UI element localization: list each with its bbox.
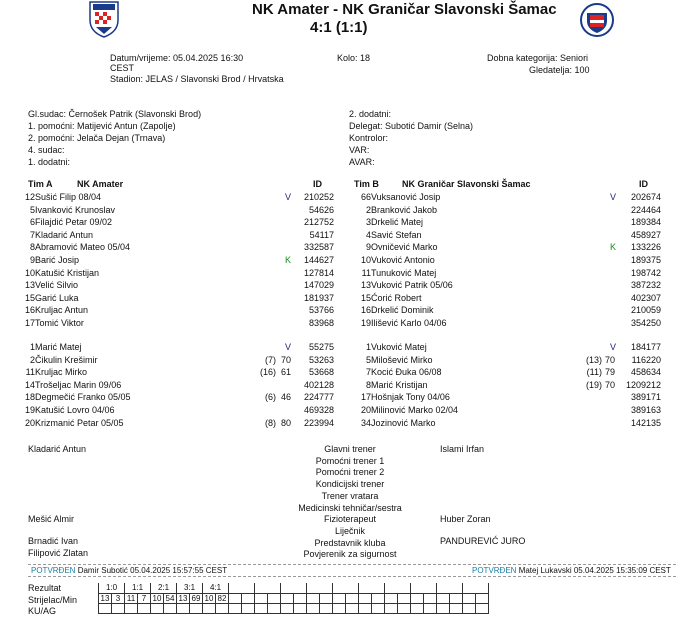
player-name: Ilišević Karlo 04/06 — [371, 318, 447, 328]
shirt-number: 16 — [24, 305, 35, 316]
ku-ag-cell — [281, 603, 294, 613]
player-name: Drkelić Matej — [371, 217, 424, 228]
player-id: 184177 — [630, 342, 661, 352]
player-id: 53263 — [308, 354, 334, 365]
player-id: 127814 — [303, 267, 334, 278]
scorer-cell — [411, 593, 424, 603]
match-datetime: Datum/vrijeme: 05.04.2025 16:30 — [110, 53, 244, 63]
player-id: 83968 — [308, 318, 334, 328]
shirt-number: 9 — [29, 255, 35, 265]
player-id: 133226 — [630, 242, 661, 253]
player-id: 223994 — [303, 417, 334, 428]
ku-ag-cell — [177, 603, 190, 613]
player-id: 469328 — [303, 405, 334, 415]
player-row — [0, 366, 696, 378]
result-row-label: Rezultat — [28, 583, 62, 593]
ku-ag-cell — [294, 603, 307, 613]
ku-ag-cell — [333, 603, 346, 613]
substitution-minute: 79 — [604, 367, 615, 378]
staff-role: Predstavnik kluba — [314, 537, 386, 548]
player-row — [0, 241, 696, 253]
scorer-cell: 13 — [177, 593, 190, 603]
player-name: Kocić Đuka 06/08 — [371, 367, 442, 378]
result-cell — [437, 583, 463, 593]
team-a-id-header: ID — [313, 179, 322, 189]
result-cell — [411, 583, 437, 593]
player-name: Garić Luka — [35, 292, 79, 303]
substitution-minute: 70 — [280, 354, 291, 365]
player-row — [0, 354, 696, 366]
player-name: Marić Matej — [35, 342, 82, 352]
shirt-number: 20 — [360, 405, 371, 415]
substitution-position: (8) — [265, 417, 276, 428]
ku-ag-cell — [307, 603, 320, 613]
player-row — [0, 304, 696, 316]
player-id: 210059 — [630, 305, 661, 316]
player-row — [0, 279, 696, 291]
confirmed-status: POTVRĐEN — [31, 566, 76, 575]
ku-ag-cell — [411, 603, 424, 613]
player-id: 53668 — [308, 367, 334, 378]
divider — [28, 564, 676, 565]
result-cell — [307, 583, 333, 593]
staff-role: Pomoćni trener 2 — [315, 467, 385, 478]
result-cell: 1:1 — [125, 583, 151, 593]
ku-ag-cell — [255, 603, 268, 613]
captain-badge: K — [284, 255, 291, 265]
scorer-cell — [437, 593, 450, 603]
player-row — [0, 417, 696, 429]
scorer-cell: 7 — [138, 593, 151, 603]
scorer-cell — [307, 593, 320, 603]
player-id: 147029 — [303, 280, 334, 291]
player-name: Barić Josip — [35, 255, 80, 265]
player-name: Vuksanović Josip — [371, 192, 441, 202]
player-row — [0, 254, 696, 266]
result-cell — [281, 583, 307, 593]
ku-ag-cell — [372, 603, 385, 613]
substitution-position: (11) — [586, 367, 602, 378]
shirt-number: 12 — [24, 192, 35, 202]
shirt-number: 1 — [29, 342, 35, 352]
result-cell — [229, 583, 255, 593]
official-line: 2. dodatni: — [349, 109, 392, 119]
player-name: Milošević Mirko — [371, 354, 433, 365]
scorer-row-label: Strijelac/Min — [28, 595, 78, 605]
player-id: 210252 — [303, 192, 334, 202]
substitution-minute: 70 — [604, 354, 615, 365]
player-name: Ivanković Krunoslav — [35, 204, 116, 215]
staff-role: Kondicijski trener — [315, 479, 385, 490]
goalkeeper-badge: V — [284, 342, 291, 352]
shirt-number: 6 — [29, 217, 35, 228]
ku-ag-cell — [463, 603, 476, 613]
player-id: 54626 — [308, 204, 334, 215]
player-id: 389171 — [630, 392, 661, 403]
result-cell: 1:0 — [99, 583, 125, 593]
shirt-number: 5 — [365, 354, 371, 365]
player-id: 189384 — [630, 217, 661, 228]
player-name: Katušić Lovro 04/06 — [35, 405, 115, 415]
player-id: 332587 — [303, 242, 334, 253]
player-name: Ovničević Marko — [371, 242, 438, 253]
player-id: 181937 — [303, 292, 334, 303]
ku-ag-cell — [359, 603, 372, 613]
player-name: Hošnjak Tony 04/06 — [371, 392, 450, 403]
scorer-cell — [320, 593, 333, 603]
team-b-confirmation — [472, 566, 671, 575]
player-name: Vuković Matej — [371, 342, 427, 352]
shirt-number: 15 — [360, 292, 371, 303]
ku-ag-cell — [125, 603, 138, 613]
staff-role: Trener vratara — [321, 490, 379, 501]
match-title: NK Amater - NK Graničar Slavonski Šamac — [252, 1, 557, 18]
scorer-cell — [450, 593, 463, 603]
player-name: Kruljac Antun — [35, 305, 89, 316]
player-name: Čikulin Krešimir — [35, 354, 98, 365]
team-b-head-coach: Islami Irfan — [440, 444, 485, 454]
shirt-number: 9 — [365, 242, 371, 253]
shirt-number: 11 — [361, 267, 371, 278]
match-stadium: Stadion: JELAS / Slavonski Brod / Hrvatska — [110, 74, 284, 84]
scorer-cell — [346, 593, 359, 603]
team-b-representative: PANDUREVIĆ JURO — [440, 536, 526, 546]
ku-ag-cell — [268, 603, 281, 613]
scorer-cell: 10 — [151, 593, 164, 603]
substitution-minute: 46 — [280, 392, 291, 403]
official-line: AVAR: — [349, 157, 375, 167]
scorer-cell — [268, 593, 281, 603]
player-name: Krizmanić Petar 05/05 — [35, 417, 124, 428]
shirt-number: 13 — [360, 280, 371, 291]
substitution-minute: 70 — [604, 379, 615, 390]
official-line: 4. sudac: — [28, 145, 65, 155]
staff-role: Povjerenik za sigurnost — [303, 549, 397, 560]
goalkeeper-badge: V — [609, 342, 616, 352]
ku-ag-cell — [437, 603, 450, 613]
player-row — [0, 292, 696, 304]
player-id: 402307 — [630, 292, 661, 303]
player-name: Kruljac Mirko — [35, 367, 88, 378]
shirt-number: 5 — [29, 204, 35, 215]
scorer-cell: 3 — [112, 593, 125, 603]
player-row — [0, 229, 696, 241]
shirt-number: 66 — [360, 192, 371, 202]
player-row — [0, 379, 696, 391]
player-name: Marić Kristijan — [371, 379, 428, 390]
spectators: Gledatelja: 100 — [529, 65, 590, 75]
player-id: 387232 — [630, 280, 661, 291]
ku-ag-cell — [346, 603, 359, 613]
player-name: Sušić Filip 08/04 — [35, 192, 102, 202]
ku-ag-cell — [320, 603, 333, 613]
ku-ag-cell — [476, 603, 489, 613]
result-cell — [255, 583, 281, 593]
player-name: Branković Jakob — [371, 204, 438, 215]
shirt-number: 11 — [25, 367, 35, 378]
ku-ag-cell — [424, 603, 437, 613]
official-line: 1. dodatni: — [28, 157, 71, 167]
scoring-grid — [98, 583, 489, 614]
scorer-cell: 11 — [125, 593, 138, 603]
scorer-cell — [424, 593, 437, 603]
divider — [28, 576, 676, 577]
official-line: Kontrolor: — [349, 133, 389, 143]
team-a-head-coach: Kladarić Antun — [28, 444, 87, 454]
scorer-cell — [398, 593, 411, 603]
player-row — [0, 317, 696, 329]
ku-ag-cell — [138, 603, 151, 613]
scorer-cell — [229, 593, 242, 603]
player-id: 144627 — [303, 255, 334, 265]
team-a-crest — [88, 0, 120, 38]
player-id: 55275 — [308, 342, 334, 352]
team-b-crest — [578, 2, 616, 38]
team-a-security: Filipović Zlatan — [28, 548, 89, 558]
shirt-number: 13 — [24, 280, 35, 291]
captain-badge: K — [609, 242, 616, 253]
scorer-cell: 10 — [203, 593, 216, 603]
shirt-number: 7 — [365, 367, 371, 378]
substitution-minute: 61 — [280, 367, 291, 378]
result-cell: 2:1 — [151, 583, 177, 593]
match-round: Kolo: 18 — [337, 53, 371, 63]
scorer-cell — [372, 593, 385, 603]
substitution-minute: 80 — [280, 417, 291, 428]
ku-ag-row-label: KU/AG — [28, 606, 57, 616]
shirt-number: 2 — [29, 354, 35, 365]
team-b-id-header: ID — [639, 179, 648, 189]
player-id: 142135 — [630, 417, 661, 428]
shirt-number: 20 — [24, 417, 35, 428]
staff-role: Pomoćni trener 1 — [315, 455, 385, 466]
scorer-cell — [255, 593, 268, 603]
player-name: Tunuković Matej — [371, 267, 437, 278]
player-row — [0, 267, 696, 279]
shirt-number: 8 — [29, 242, 35, 253]
goalkeeper-badge: V — [284, 192, 291, 202]
result-cell — [359, 583, 385, 593]
ku-ag-cell — [242, 603, 255, 613]
player-name: Jozinović Marko — [371, 417, 436, 428]
scorer-cell: 82 — [216, 593, 229, 603]
player-row — [0, 391, 696, 403]
player-name: Drkelić Dominik — [371, 305, 434, 316]
player-id: 54117 — [309, 229, 334, 240]
scorer-cell: 13 — [99, 593, 112, 603]
player-id: 354250 — [630, 318, 661, 328]
player-row — [0, 404, 696, 416]
team-a-physio: Mešić Almir — [28, 514, 75, 524]
shirt-number: 2 — [365, 204, 371, 215]
player-name: Kladarić Antun — [35, 229, 94, 240]
player-name: Velić Silvio — [35, 280, 79, 291]
ku-ag-cell — [216, 603, 229, 613]
player-id: 224777 — [303, 392, 334, 403]
scorer-cell — [242, 593, 255, 603]
result-cell: 4:1 — [203, 583, 229, 593]
player-id: 189375 — [630, 255, 661, 265]
player-id: 458634 — [630, 367, 661, 378]
scorer-cell — [463, 593, 476, 603]
result-cell: 3:1 — [177, 583, 203, 593]
player-id: 458927 — [630, 229, 661, 240]
player-row — [0, 191, 696, 203]
shirt-number: 10 — [24, 267, 35, 278]
player-name: Trošeljac Marin 09/06 — [35, 379, 122, 390]
player-name: Vuković Patrik 05/06 — [371, 280, 453, 291]
player-id: 224464 — [630, 204, 661, 215]
player-name: Katušić Kristijan — [35, 267, 100, 278]
scorer-cell: 54 — [164, 593, 177, 603]
result-cell — [385, 583, 411, 593]
age-category: Dobna kategorija: Seniori — [487, 53, 589, 63]
ku-ag-cell — [151, 603, 164, 613]
shirt-number: 16 — [360, 305, 371, 316]
shirt-number: 7 — [29, 229, 35, 240]
result-cell — [463, 583, 489, 593]
player-name: Savić Stefan — [371, 229, 422, 240]
staff-role: Medicinski tehničar/sestra — [298, 502, 402, 513]
shirt-number: 34 — [360, 417, 371, 428]
scorer-cell — [281, 593, 294, 603]
player-name: Abramović Mateo 05/04 — [35, 242, 131, 253]
ku-ag-cell — [385, 603, 398, 613]
staff-role: Fizioterapeut — [323, 514, 377, 525]
scorer-cell — [359, 593, 372, 603]
player-name: Filajdić Petar 09/02 — [35, 217, 113, 228]
official-line: 2. pomoćni: Jelača Dejan (Trnava) — [28, 133, 166, 143]
player-row — [0, 341, 696, 353]
team-a-label: Tim A — [28, 179, 53, 189]
substitution-position: (19) — [585, 379, 602, 390]
shirt-number: 18 — [24, 392, 35, 403]
result-cell — [333, 583, 359, 593]
player-id: 212752 — [303, 217, 334, 228]
substitution-position: (16) — [259, 367, 276, 378]
player-name: Degmečić Franko 05/05 — [35, 392, 131, 403]
substitution-position: (7) — [265, 354, 276, 365]
confirmation-text: Damir Subotić 05.04.2025 15:57:55 CEST — [77, 566, 228, 575]
official-line: Gl.sudac: Černošek Patrik (Slavonski Brod) — [28, 109, 202, 119]
player-id: 202674 — [630, 192, 661, 202]
shirt-number: 3 — [365, 217, 371, 228]
shirt-number: 1 — [365, 342, 371, 352]
scorer-cell — [333, 593, 346, 603]
player-id: 1209212 — [625, 379, 661, 390]
shirt-number: 17 — [360, 392, 371, 403]
confirmation-text: Matej Lukavski 05.04.2025 15:35:09 CEST — [518, 566, 671, 575]
ku-ag-cell — [164, 603, 177, 613]
player-name: Tomić Viktor — [35, 318, 84, 328]
player-name: Ćorić Robert — [371, 292, 422, 303]
scorer-cell — [294, 593, 307, 603]
confirmed-status: POTVRĐEN — [472, 566, 517, 575]
team-a-name: NK Amater — [77, 179, 124, 189]
shirt-number: 4 — [365, 229, 371, 240]
team-b-name: NK Graničar Slavonski Šamac — [402, 179, 531, 189]
player-id: 402128 — [303, 379, 334, 390]
goalkeeper-badge: V — [609, 192, 616, 202]
official-line: 1. pomoćni: Matijević Antun (Zapolje) — [28, 121, 176, 131]
player-name: Milinović Marko 02/04 — [371, 405, 459, 415]
team-b-label: Tim B — [354, 179, 379, 189]
match-score: 4:1 (1:1) — [310, 19, 368, 36]
shirt-number: 15 — [24, 292, 35, 303]
player-id: 116220 — [631, 354, 661, 365]
match-timezone: CEST — [110, 63, 135, 73]
official-line: Delegat: Subotić Damir (Selna) — [349, 121, 474, 131]
player-row — [0, 204, 696, 216]
official-line: VAR: — [349, 145, 370, 155]
player-row — [0, 216, 696, 228]
player-id: 53766 — [308, 305, 334, 316]
staff-role: Liječnik — [334, 525, 365, 536]
substitution-position: (6) — [265, 392, 276, 403]
shirt-number: 10 — [360, 255, 371, 265]
player-id: 389163 — [630, 405, 661, 415]
ku-ag-cell — [190, 603, 203, 613]
ku-ag-cell — [398, 603, 411, 613]
scorer-cell — [476, 593, 489, 603]
shirt-number: 19 — [360, 318, 371, 328]
ku-ag-cell — [450, 603, 463, 613]
ku-ag-cell — [99, 603, 112, 613]
player-id: 198742 — [630, 267, 661, 278]
scorer-cell: 69 — [190, 593, 203, 603]
ku-ag-cell — [203, 603, 216, 613]
staff-role: Glavni trener — [324, 444, 376, 454]
shirt-number: 14 — [24, 379, 35, 390]
ku-ag-cell — [229, 603, 242, 613]
shirt-number: 8 — [365, 379, 371, 390]
team-a-representative: Brnadić Ivan — [28, 536, 79, 546]
team-b-physio: Huber Zoran — [440, 514, 491, 524]
scorer-cell — [385, 593, 398, 603]
substitution-position: (13) — [585, 354, 602, 365]
team-a-confirmation — [31, 566, 227, 575]
shirt-number: 17 — [24, 318, 35, 328]
player-name: Vuković Antonio — [371, 255, 435, 265]
ku-ag-cell — [112, 603, 125, 613]
shirt-number: 19 — [24, 405, 35, 415]
